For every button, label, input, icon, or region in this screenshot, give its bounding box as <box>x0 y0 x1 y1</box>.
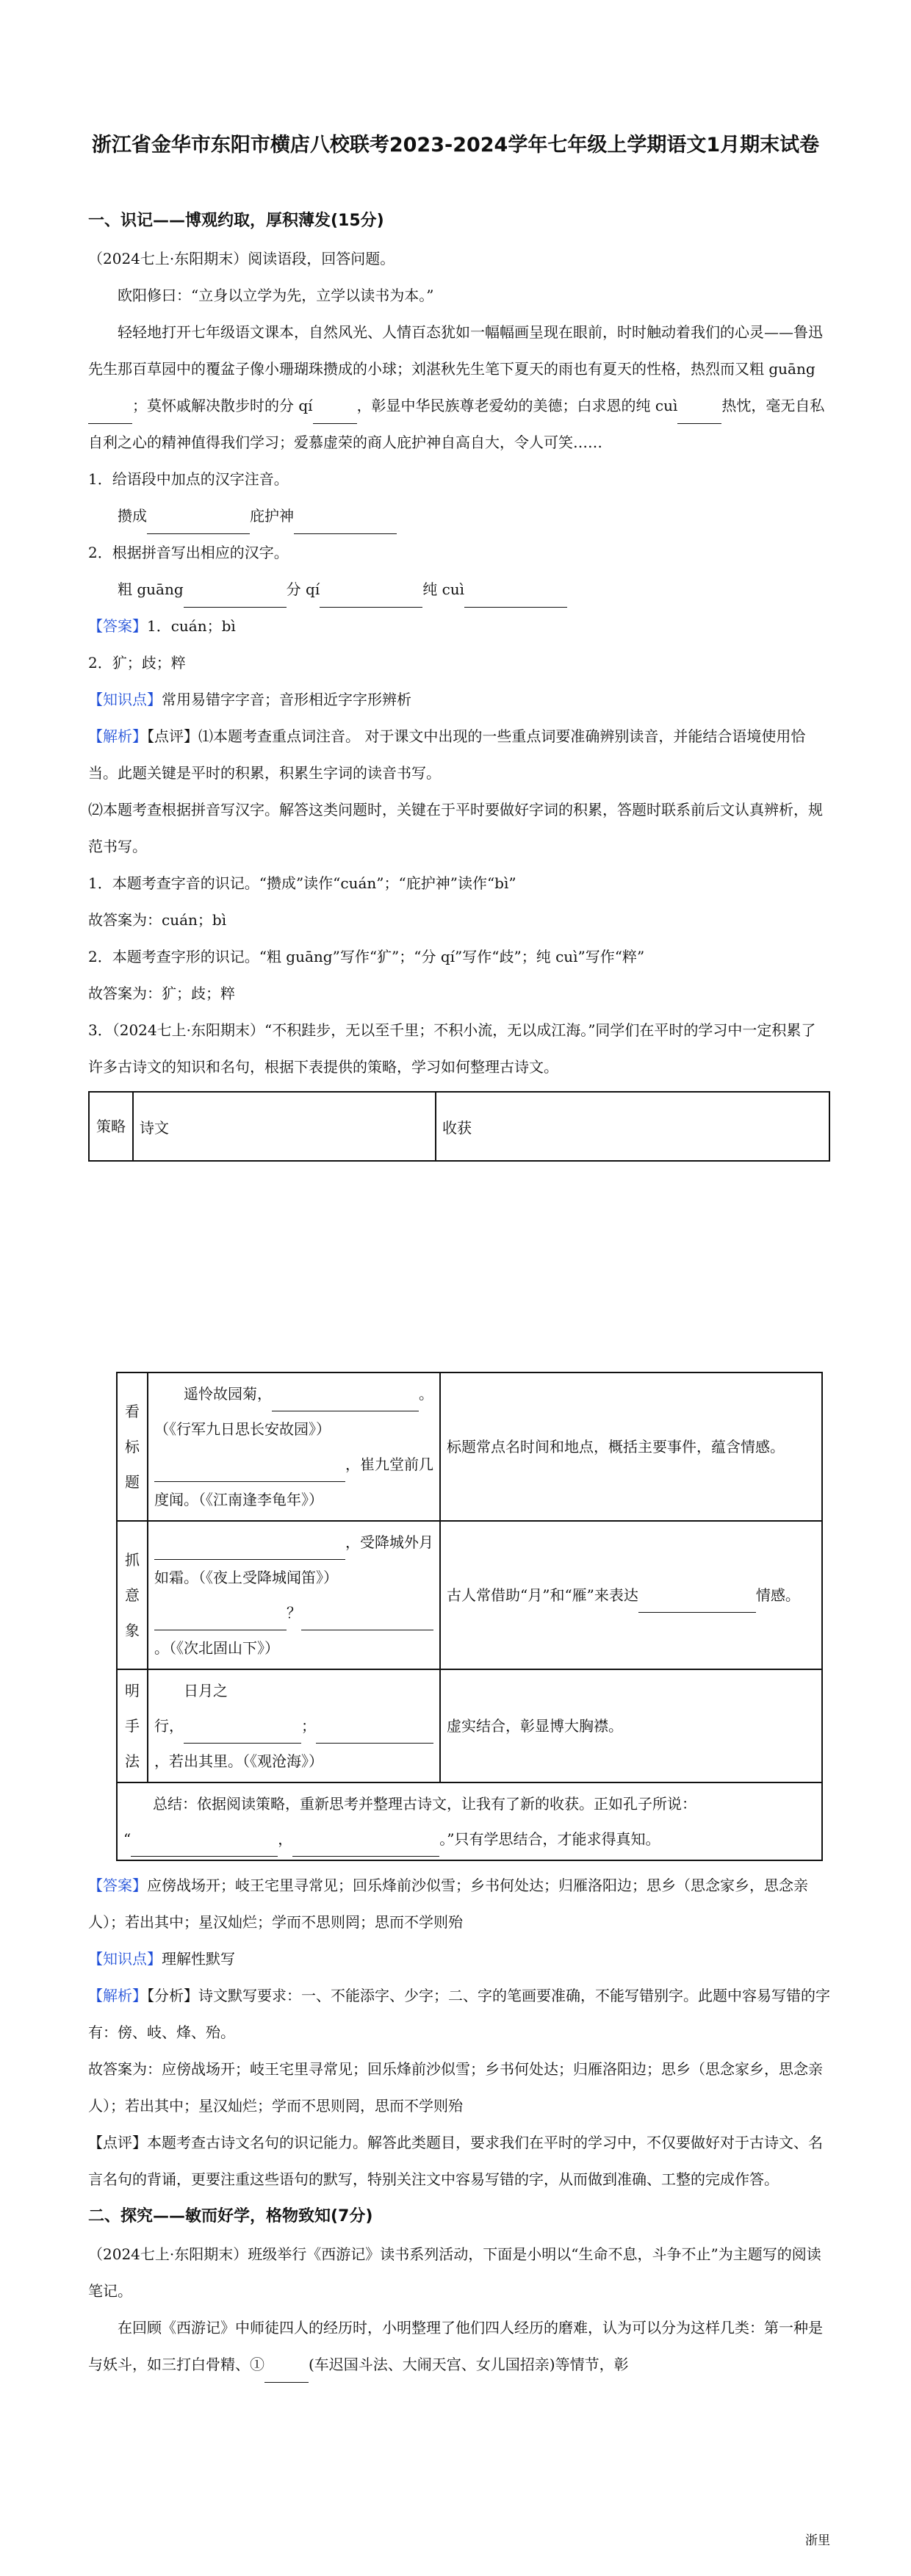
blank-r1a[interactable] <box>272 1395 419 1411</box>
analysis-6: 故答案为：犷；歧；粹 <box>88 985 235 1002</box>
header-gain: 收获 <box>436 1092 829 1161</box>
blank-r3a[interactable] <box>184 1727 301 1744</box>
blank-qi[interactable] <box>313 407 357 424</box>
answer-3: 【答案】应傍战场开；岐王宅里寻常见；回乐烽前沙似雪；乡书何处达；归雁洛阳边；思乡（思念家乡，思念亲人）；若出其中；星汉灿烂；学而不思则罔；思而不学则殆 <box>88 1877 808 1931</box>
header-strategy: 策略 <box>89 1092 133 1161</box>
table-row <box>117 1782 822 1860</box>
analysis-1: 【解析】【点评】⑴本题考查重点词注音。 对于课文中出现的一些重点词要准确辨别读音，并能结合语境使用恰当。此题关键是平时的积累，积累生字词的读音书写。 <box>88 727 806 782</box>
header-poem: 诗文 <box>133 1092 436 1161</box>
analysis-4: 故答案为：cuán；bì <box>88 911 227 929</box>
summary-cell: 总结：依据阅读策略，重新思考并整理古诗文，让我有了新的收获。正如孔子所说： “ ， 。”只有学思结合，才能求得真知。 <box>117 1782 822 1860</box>
question-1-blanks: 攒成 庇护神 <box>88 497 830 534</box>
analysis-3-1: 【解析】【分析】诗文默写要求：一、不能添字、少字；二、字的笔画要准确，不能写错别字。此题中容易写错的字有：傍、岐、烽、殆。 <box>88 1987 830 2041</box>
footer-label: 浙里 <box>805 2533 830 2548</box>
strategy-technique: 明手法 <box>117 1669 148 1782</box>
blank-r3b[interactable] <box>316 1727 433 1744</box>
analysis-3-2: 故答案为：应傍战场开；岐王宅里寻常见；回乐烽前沙似雪；乡书何处达；归雁洛阳边；思乡（思念家乡，思念亲人）；若出其中；星汉灿烂；学而不思则罔，思而不学则殆 <box>88 2060 823 2115</box>
blank-r2a[interactable] <box>154 1543 345 1560</box>
section2-intro: （2024七上·东阳期末）班级举行《西游记》读书系列活动，下面是小明以“生命不息，斗争不止”为主题写的阅读笔记。 <box>88 2245 821 2300</box>
knowledge-point-3: 【知识点】理解性默写 <box>88 1950 235 1968</box>
blank-bihushen[interactable] <box>294 517 397 534</box>
blank-summary-b[interactable] <box>292 1840 439 1857</box>
blank-space <box>88 1162 830 1372</box>
gain-cell-2: 古人常借助“月”和“雁”来表达 情感。 <box>440 1521 822 1669</box>
blank-r2b[interactable] <box>154 1613 287 1630</box>
answer-1: 【答案】1．cuán；bì <box>88 617 236 635</box>
blank-r2c[interactable] <box>301 1613 433 1630</box>
answer-2: 2．犷；歧；粹 <box>88 654 186 672</box>
question-2-blanks: 粗 guāng 分 qí 纯 cuì <box>88 571 830 608</box>
blank-summary-a[interactable] <box>131 1840 278 1857</box>
section2-heading: 二、探究——敏而好学，格物致知(7分) <box>88 2207 373 2226</box>
strategy-table <box>116 1372 823 1861</box>
blank-cuancheng[interactable] <box>147 517 250 534</box>
analysis-5: 2．本题考查字形的识记。“粗 guāng”写作“犷”；“分 qí”写作“歧”；纯 cuì”写作“粹” <box>88 948 645 965</box>
gain-cell-1: 标题常点名时间和地点，概括主要事件，蕴含情感。 <box>440 1372 822 1521</box>
content <box>88 202 830 2383</box>
question-2: 2．根据拼音写出相应的汉字。 <box>88 544 289 561</box>
blank-q2-qi[interactable] <box>320 591 422 608</box>
blank-section2-1[interactable] <box>264 2366 309 2383</box>
poem-cell-1: 遥怜故园菊， 。（《行军九日思长安故园》） ，崔九堂前几度闻。（《江南逢李龟年》） <box>148 1372 440 1521</box>
table-row <box>117 1521 822 1669</box>
reading-paragraph: 轻轻地打开七年级语文课本，自然风光、人情百态犹如一幅幅画呈现在眼前，时时触动着我们的心灵——鲁迅先生那百草园中的覆盆子像小珊瑚珠攒成的小球；刘湛秋先生笔下夏天的雨也有夏天的性格，热烈而又粗 guāng；莫怀戚解决散步时的分 qí ，彰显中华民族尊老爱幼的美德；白求恩的纯 cuì 热忱，毫无自私自利之心的精神值得我们学习；爱慕虚荣的商人庇护神自高自大，令人可笑…… <box>88 323 825 451</box>
question-1: 1．给语段中加点的汉字注音。 <box>88 470 289 488</box>
poem-cell-2: ，受降城外月如霜。（《夜上受降城闻笛》） ？。（《次北固山下》） <box>148 1521 440 1669</box>
question-3: 3．（2024七上·东阳期末）“不积跬步，无以至千里；不积小流，无以成江海。”同学们在平时的学习中一定积累了许多古诗文的知识和名句，根据下表提供的策略，学习如何整理古诗文。 <box>88 1021 816 1076</box>
blank-q2-guang[interactable] <box>184 591 287 608</box>
strategy-title: 看标题 <box>117 1372 148 1521</box>
table-row <box>117 1669 822 1782</box>
comment-3: 【点评】本题考查古诗文名句的识记能力。解答此类题目，要求我们在平时的学习中，不仅要做好对于古诗文、名言名句的背诵，更要注重这些语句的默写，特别关注文中容易写错的字，从而做到准确、工整的完成作答。 <box>88 2134 823 2188</box>
knowledge-point-1: 【知识点】常用易错字字音；音形相近字字形辨析 <box>88 691 411 708</box>
blank-q2-cui[interactable] <box>464 591 567 608</box>
analysis-2: ⑵本题考查根据拼音写汉字。解答这类问题时，关键在于平时要做好字词的积累，答题时联系前后文认真辨析，规范书写。 <box>88 801 823 855</box>
strategy-imagery: 抓意象 <box>117 1521 148 1669</box>
gain-cell-3: 虚实结合，彰显博大胸襟。 <box>440 1669 822 1782</box>
strategy-table-header <box>88 1091 830 1162</box>
table-row <box>117 1372 822 1521</box>
section2-paragraph: 在回顾《西游记》中师徒四人的经历时，小明整理了他们四人经历的磨难，认为可以分为这样几类：第一种是与妖斗，如三打白骨精、① (车迟国斗法、大闹天宫、女儿国招亲)等情节，彰 <box>88 2309 830 2383</box>
poem-cell-3: 日月之 行， ；，若出其里。（《观沧海》） <box>148 1669 440 1782</box>
blank-r1c[interactable] <box>154 1465 345 1482</box>
document-title: 浙江省金华市东阳市横店八校联考2023-2024学年七年级上学期语文1月期末试卷 <box>91 134 820 156</box>
section1-heading: 一、识记——博观约取，厚积薄发(15分) <box>88 212 384 230</box>
blank-r2-gain[interactable] <box>638 1596 756 1613</box>
section1-intro: （2024七上·东阳期末）阅读语段，回答问题。 <box>88 250 395 267</box>
blank-cui[interactable] <box>677 407 721 424</box>
quote-paragraph: 欧阳修曰：“立身以立学为先，立学以读书为本。” <box>118 287 434 304</box>
blank-guang[interactable] <box>88 407 132 424</box>
analysis-3: 1．本题考查字音的识记。“攒成”读作“cuán”；“庇护神”读作“bì” <box>88 874 516 892</box>
